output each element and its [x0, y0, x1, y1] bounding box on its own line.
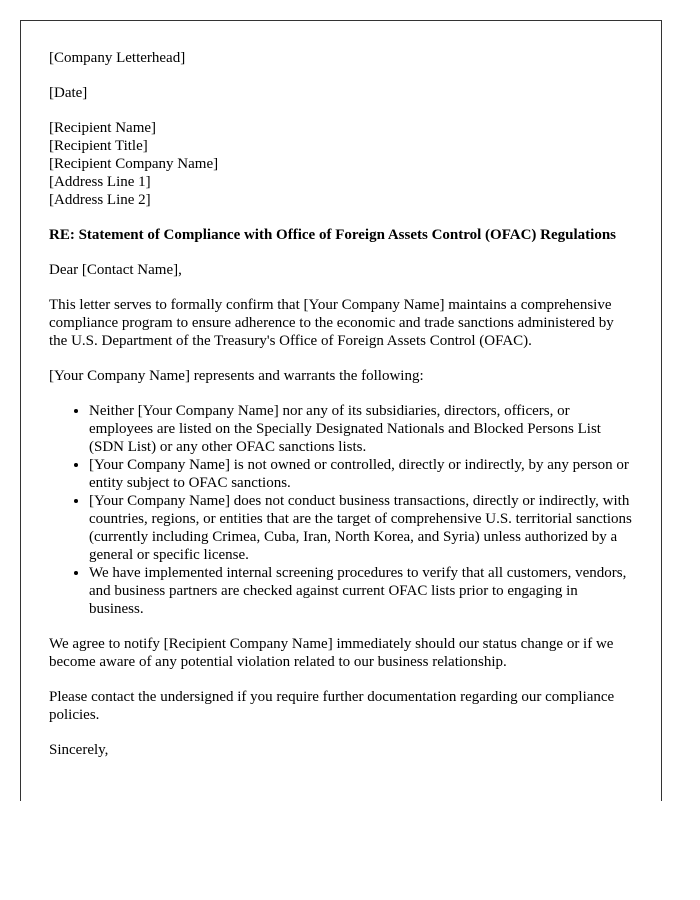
list-item: • We have implemented internal screening procedures to verify that all customers, vendors, and business partners are checked against current OFAC lists prior to engaging in business.	[89, 564, 633, 618]
address-line-1: [Address Line 1]	[49, 174, 151, 190]
recipient-title: [Recipient Title]	[49, 138, 148, 154]
recipient-address-block	[49, 119, 633, 209]
contact-paragraph: Please contact the undersigned if you require further documentation regarding our compliance policies.	[49, 689, 615, 723]
company-letterhead: [Company Letterhead]	[49, 50, 186, 66]
list-item: • [Your Company Name] does not conduct business transactions, directly or indirectly, with countries, regions, or entities that are the target of comprehensive U.S. territorial sanctions (currently including Crimea, Cuba, Iran, North Korea, and Syria) unless authorized by a general or specific license.	[89, 492, 633, 564]
represents-paragraph: [Your Company Name] represents and warrants the following:	[49, 368, 424, 384]
document-viewport	[20, 20, 662, 801]
recipient-name: [Recipient Name]	[49, 120, 157, 136]
address-line-2: [Address Line 2]	[49, 192, 151, 208]
letter-page	[20, 20, 662, 801]
list-item: • Neither [Your Company Name] nor any of its subsidiaries, directors, officers, or employees are listed on the Specially Designated Nationals and Blocked Persons List (SDN List) or any other OFAC sanctions lists.	[89, 402, 633, 456]
recipient-company: [Recipient Company Name]	[49, 156, 219, 172]
subject-line: RE: Statement of Compliance with Office of Foreign Assets Control (OFAC) Regulations	[49, 227, 617, 243]
salutation: Dear [Contact Name],	[49, 262, 182, 278]
intro-paragraph: This letter serves to formally confirm that [Your Company Name] maintains a comprehensive compliance program to ensure adherence to the economic and trade sanctions administered by the U.S. Department of the Treasury's Office of Foreign Assets Control (OFAC).	[49, 297, 614, 349]
letter-date: [Date]	[49, 85, 88, 101]
warranty-list	[49, 402, 633, 618]
closing: Sincerely,	[49, 742, 109, 758]
notify-paragraph: We agree to notify [Recipient Company Name] immediately should our status change or if we become aware of any potential violation related to our business relationship.	[49, 636, 614, 670]
list-item: • [Your Company Name] is not owned or controlled, directly or indirectly, by any person or entity subject to OFAC sanctions.	[89, 456, 633, 492]
